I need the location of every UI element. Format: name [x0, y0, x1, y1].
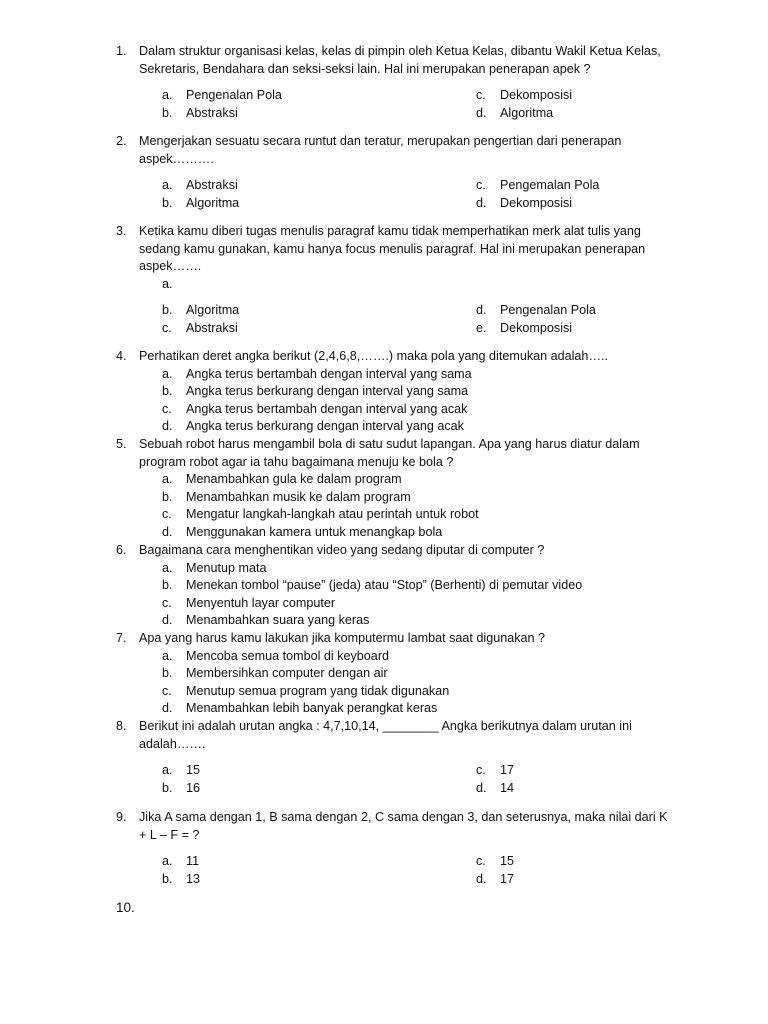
option-e: e. Dekomposisi	[476, 320, 573, 335]
option-a: a. Pengenalan Pola	[162, 88, 282, 103]
question-number: 8.	[116, 719, 127, 733]
question-7	[0, 630, 768, 718]
question-10-number: 10.	[116, 900, 135, 915]
question-5	[0, 436, 768, 542]
option-c: c. Pengemalan Pola	[476, 178, 600, 193]
option-a: a. Angka terus bertambah dengan interval yang sama	[162, 366, 472, 381]
question-number: 1.	[116, 44, 127, 58]
option-d: d. Algoritma	[476, 105, 554, 120]
question-number: 5.	[116, 437, 127, 451]
option-d: d. Menambahkan lebih banyak perangkat keras	[162, 701, 438, 716]
option-d: d. 14	[476, 780, 515, 795]
option-a: a. Abstraksi	[162, 178, 238, 193]
question-number: 7.	[116, 631, 127, 645]
option-c: c. Menyentuh layar computer	[162, 595, 336, 610]
option-d: d. Menggunakan kamera untuk menangkap bola	[162, 524, 443, 539]
question-text: Apa yang harus kamu lakukan jika komputermu lambat saat digunakan ?	[139, 631, 546, 645]
question-6	[0, 542, 768, 630]
question-text: Ketika kamu diberi tugas menulis paragraf kamu tidak memperhatikan merk alat tulis yang sedang kamu gunakan, kamu hanya focus menulis paragraf. Hal ini merupakan penerapan aspek…….	[139, 224, 646, 274]
option-d: d. 17	[476, 871, 515, 886]
option-c: c. Angka terus bertambah dengan interval yang acak	[162, 401, 468, 416]
question-text: Dalam struktur organisasi kelas, kelas di pimpin oleh Ketua Kelas, dibantu Wakil Ketua Kelas, Sekretaris, Bendahara dan seksi-seksi lain. Hal ini merupakan penerapan apek ?	[139, 44, 661, 76]
option-a: a. Menambahkan gula ke dalam program	[162, 472, 402, 487]
option-b: b. Angka terus berkurang dengan interval yang sama	[162, 384, 469, 399]
question-text: Bagaimana cara menghentikan video yang sedang diputar di computer ?	[139, 543, 545, 557]
option-c: c. Menutup semua program yang tidak digunakan	[162, 683, 450, 698]
question-1	[0, 43, 768, 122]
question-4	[0, 348, 768, 436]
question-number: 4.	[116, 349, 127, 363]
question-text: Jika A sama dengan 1, B sama dengan 2, C sama dengan 3, dan seterusnya, maka nilai dari K + L – F = ?	[139, 810, 668, 842]
question-text: Berikut ini adalah urutan angka : 4,7,10,14, ________ Angka berikutnya dalam urutan ini adalah…….	[139, 719, 632, 751]
option-b: b. Menambahkan musik ke dalam program	[162, 489, 411, 504]
option-b: b. 13	[162, 871, 201, 886]
question-number: 9.	[116, 810, 127, 824]
question-text: Sebuah robot harus mengambil bola di satu sudut lapangan. Apa yang harus diatur dalam program robot agar ia tahu bagaimana menuju ke bola ?	[139, 437, 640, 469]
option-a: a. 11	[162, 854, 200, 869]
option-c: c. Mengatur langkah-langkah atau perintah untuk robot	[162, 507, 479, 522]
question-text: Perhatikan deret angka berikut (2,4,6,8,…….) maka pola yang ditemukan adalah…..	[139, 349, 609, 363]
option-c: c. 15	[476, 854, 515, 869]
option-b: b. Algoritma	[162, 195, 240, 210]
option-b: b. Algoritma	[162, 303, 240, 318]
option-b: b. Membersihkan computer dengan air	[162, 666, 388, 681]
question-9	[0, 809, 768, 888]
question-text: Mengerjakan sesuatu secara runtut dan teratur, merupakan pengertian dari penerapan aspek……….	[139, 134, 622, 166]
option-c: c. Abstraksi	[162, 320, 238, 335]
option-c: c. Dekomposisi	[476, 88, 573, 103]
question-number: 3.	[116, 224, 127, 238]
option-c: c. 17	[476, 763, 515, 778]
option-a: a. Menutup mata	[162, 560, 267, 575]
question-number: 6.	[116, 543, 127, 557]
option-a-empty: a.	[162, 276, 173, 291]
option-b: b. 16	[162, 780, 201, 795]
option-a: a. Mencoba semua tombol di keyboard	[162, 648, 390, 663]
question-3	[0, 223, 768, 338]
question-2	[0, 133, 768, 212]
question-8	[0, 718, 768, 797]
option-a: a. 15	[162, 763, 201, 778]
option-d: d. Angka terus berkurang dengan interval yang acak	[162, 419, 464, 434]
option-d: d. Menambahkan suara yang keras	[162, 613, 370, 628]
option-b: b. Abstraksi	[162, 105, 238, 120]
option-d: d. Pengenalan Pola	[476, 303, 596, 318]
option-b: b. Menekan tombol “pause” (jeda) atau “Stop” (Berhenti) di pemutar video	[162, 578, 583, 593]
option-d: d. Dekomposisi	[476, 195, 573, 210]
question-number: 2.	[116, 134, 127, 148]
